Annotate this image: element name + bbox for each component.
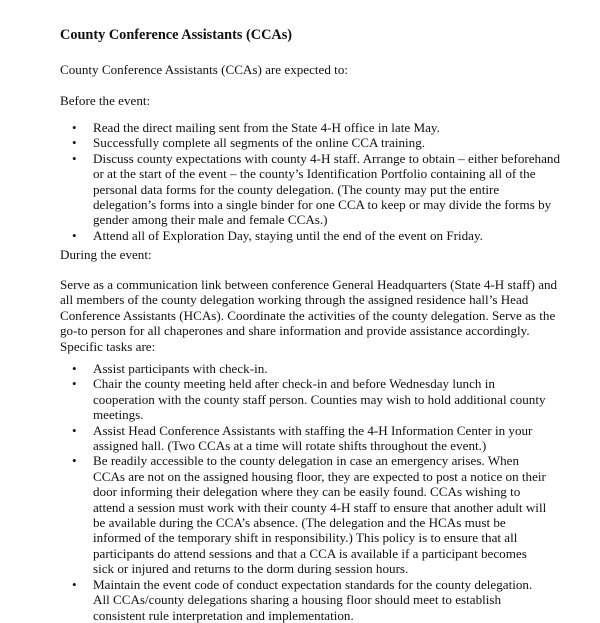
list-item: • Attend all of Exploration Day, staying until the end of the event on Friday. (60, 228, 560, 243)
list-item: • Discuss county expectations with county 4-H staff. Arrange to obtain – either beforehand or at the start of the event – the county’s Identification Portfolio containing all of the personal data forms for the county delegation. (The county may put the entire delegation’s forms into a single binder for one CCA to keep or may divide the forms by gender among their male and female CCAs.) (60, 151, 560, 228)
list-item: • Assist participants with check-in. (60, 361, 550, 376)
during-paragraph: Serve as a communication link between conference General Headquarters (State 4-H staff) and all members of the county delegation working through the assigned residence hall’s Head Conference Assistants (HCAs). Coordinate the activities of the county delegation. Serve as the go-to person for all chaperones and share information and provide assistance accordingly. Specific tasks are: (60, 277, 558, 354)
before-heading: Before the event: (60, 93, 151, 108)
before-list (60, 120, 560, 243)
list-item: • Successfully complete all segments of the online CCA training. (60, 135, 560, 150)
document-title: County Conference Assistants (CCAs) (60, 27, 293, 43)
intro-text: County Conference Assistants (CCAs) are expected to: (60, 62, 348, 77)
list-item: • Chair the county meeting held after check-in and before Wednesday lunch in cooperation with the county staff person. Counties may wish to hold additional county meetings. (60, 376, 550, 422)
list-item: • Read the direct mailing sent from the State 4-H office in late May. (60, 120, 560, 135)
during-heading: During the event: (60, 247, 152, 262)
list-item: • Maintain the event code of conduct expectation standards for the county delegation. All CCAs/county delegations sharing a housing floor should meet to establish consistent rule interpretation and implementation. (60, 577, 550, 623)
list-item: • Be readily accessible to the county delegation in case an emergency arises. When CCAs are not on the assigned housing floor, they are expected to post a notice on their door informing their delegation where they can be easily found. CCAs wishing to attend a session must work with their county 4-H staff to ensure that another adult will be available during the CCA’s absence. (The delegation and the HCAs must be informed of the temporary shift in responsibility.) This policy is to ensure that all participants do attend sessions and that a CCA is available if a participant becomes sick or injured and returns to the dorm during session hours. (60, 453, 550, 576)
list-item: • Assist Head Conference Assistants with staffing the 4-H Information Center in your assigned hall. (Two CCAs at a time will rotate shifts throughout the event.) (60, 423, 550, 454)
